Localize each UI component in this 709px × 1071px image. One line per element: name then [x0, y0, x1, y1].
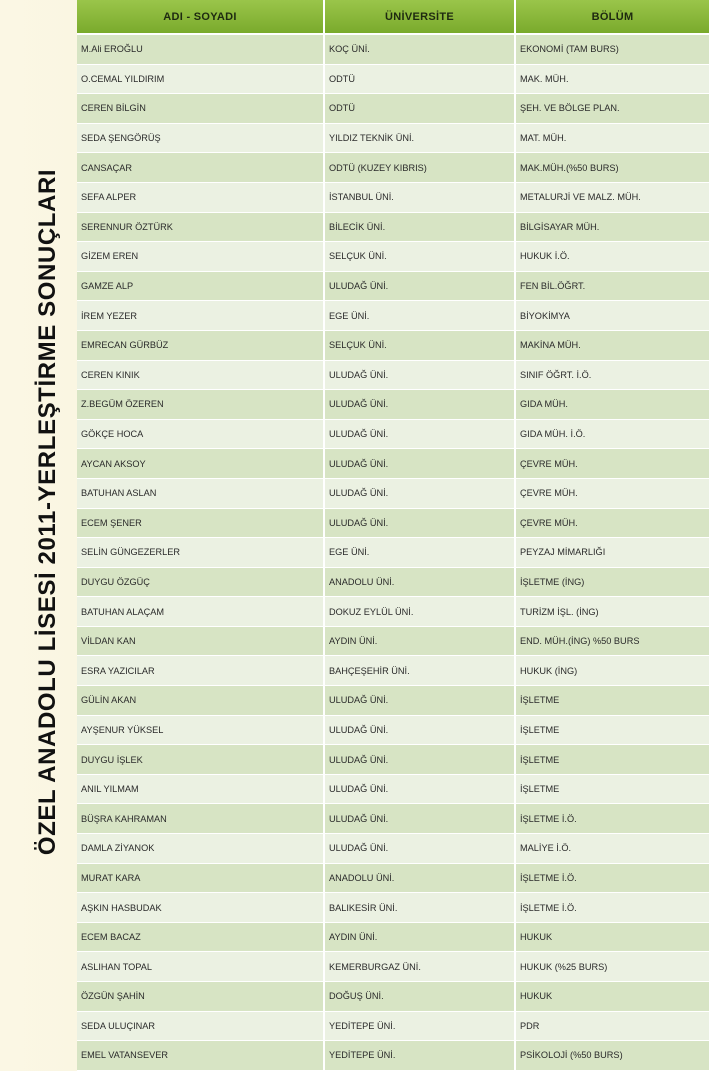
table-row	[77, 626, 709, 656]
cell-university: EGE ÜNİ.	[324, 538, 515, 568]
cell-department: GIDA MÜH.	[515, 390, 709, 420]
cell-university: EGE ÜNİ.	[324, 301, 515, 331]
table-row	[77, 449, 709, 479]
cell-department: MAKİNA MÜH.	[515, 330, 709, 360]
cell-department: İŞLETME	[515, 745, 709, 775]
cell-name: BATUHAN ASLAN	[77, 478, 324, 508]
table-row	[77, 212, 709, 242]
cell-university: ULUDAĞ ÜNİ.	[324, 804, 515, 834]
results-table	[77, 0, 709, 1071]
cell-university: İSTANBUL ÜNİ.	[324, 182, 515, 212]
cell-university: ULUDAĞ ÜNİ.	[324, 478, 515, 508]
results-table-container	[77, 0, 709, 1061]
table-row	[77, 508, 709, 538]
cell-university: DOĞUŞ ÜNİ.	[324, 982, 515, 1012]
cell-department: ÇEVRE MÜH.	[515, 449, 709, 479]
cell-department: İŞLETME İ.Ö.	[515, 804, 709, 834]
cell-department: FEN BİL.ÖĞRT.	[515, 271, 709, 301]
table-row	[77, 1041, 709, 1071]
cell-name: O.CEMAL YILDIRIM	[77, 64, 324, 94]
table-row	[77, 715, 709, 745]
table-row	[77, 330, 709, 360]
cell-name: DUYGU İŞLEK	[77, 745, 324, 775]
cell-department: BİLGİSAYAR MÜH.	[515, 212, 709, 242]
cell-name: DUYGU ÖZGÜÇ	[77, 567, 324, 597]
cell-name: DAMLA ZİYANOK	[77, 834, 324, 864]
cell-university: ODTÜ	[324, 64, 515, 94]
table-row	[77, 242, 709, 272]
cell-name: CEREN BİLGİN	[77, 94, 324, 124]
header-university: ÜNİVERSİTE	[324, 0, 515, 34]
cell-department: METALURJİ VE MALZ. MÜH.	[515, 182, 709, 212]
cell-university: YILDIZ TEKNİK ÜNİ.	[324, 123, 515, 153]
cell-department: HUKUK	[515, 922, 709, 952]
cell-department: İŞLETME	[515, 774, 709, 804]
cell-university: ULUDAĞ ÜNİ.	[324, 686, 515, 716]
cell-department: GIDA MÜH. İ.Ö.	[515, 419, 709, 449]
cell-university: ULUDAĞ ÜNİ.	[324, 774, 515, 804]
cell-name: CANSAÇAR	[77, 153, 324, 183]
cell-name: GİZEM EREN	[77, 242, 324, 272]
cell-department: HUKUK	[515, 982, 709, 1012]
cell-university: ULUDAĞ ÜNİ.	[324, 834, 515, 864]
table-row	[77, 390, 709, 420]
cell-university: SELÇUK ÜNİ.	[324, 242, 515, 272]
table-row	[77, 745, 709, 775]
cell-name: ESRA YAZICILAR	[77, 656, 324, 686]
cell-name: ANIL YILMAM	[77, 774, 324, 804]
table-row	[77, 419, 709, 449]
cell-department: TURİZM İŞL. (İNG)	[515, 597, 709, 627]
cell-university: ODTÜ (KUZEY KIBRIS)	[324, 153, 515, 183]
table-row	[77, 182, 709, 212]
table-row	[77, 597, 709, 627]
cell-university: ANADOLU ÜNİ.	[324, 863, 515, 893]
table-row	[77, 1011, 709, 1041]
cell-university: KOÇ ÜNİ.	[324, 34, 515, 64]
cell-university: ULUDAĞ ÜNİ.	[324, 390, 515, 420]
cell-name: ASLIHAN TOPAL	[77, 952, 324, 982]
cell-name: BÜŞRA KAHRAMAN	[77, 804, 324, 834]
table-row	[77, 123, 709, 153]
cell-university: ULUDAĞ ÜNİ.	[324, 449, 515, 479]
header-department: BÖLÜM	[515, 0, 709, 34]
table-row	[77, 804, 709, 834]
cell-university: ULUDAĞ ÜNİ.	[324, 508, 515, 538]
cell-department: PDR	[515, 1011, 709, 1041]
cell-university: BAHÇEŞEHİR ÜNİ.	[324, 656, 515, 686]
header-row	[77, 0, 709, 34]
table-row	[77, 982, 709, 1012]
cell-university: ULUDAĞ ÜNİ.	[324, 271, 515, 301]
cell-university: YEDİTEPE ÜNİ.	[324, 1041, 515, 1071]
cell-name: SEFA ALPER	[77, 182, 324, 212]
cell-name: GAMZE ALP	[77, 271, 324, 301]
header-name: ADI - SOYADI	[77, 0, 324, 34]
table-row	[77, 834, 709, 864]
cell-name: CEREN KINIK	[77, 360, 324, 390]
table-row	[77, 478, 709, 508]
cell-department: PSİKOLOJİ (%50 BURS)	[515, 1041, 709, 1071]
cell-university: AYDIN ÜNİ.	[324, 922, 515, 952]
table-row	[77, 952, 709, 982]
cell-name: SEDA ŞENGÖRÜŞ	[77, 123, 324, 153]
page-title: ÖZEL ANADOLU LİSESİ 2011-YERLEŞTİRME SONUÇLARI	[34, 168, 62, 856]
table-row	[77, 271, 709, 301]
cell-university: ANADOLU ÜNİ.	[324, 567, 515, 597]
table-row	[77, 686, 709, 716]
cell-university: ULUDAĞ ÜNİ.	[324, 419, 515, 449]
cell-name: BATUHAN ALAÇAM	[77, 597, 324, 627]
table-row	[77, 922, 709, 952]
cell-name: Z.BEGÜM ÖZEREN	[77, 390, 324, 420]
table-header	[77, 0, 709, 34]
cell-department: İŞLETME İ.Ö.	[515, 863, 709, 893]
cell-university: BİLECİK ÜNİ.	[324, 212, 515, 242]
cell-department: İŞLETME İ.Ö.	[515, 893, 709, 923]
table-row	[77, 153, 709, 183]
cell-department: İŞLETME	[515, 686, 709, 716]
cell-name: GÖKÇE HOCA	[77, 419, 324, 449]
cell-university: ODTÜ	[324, 94, 515, 124]
cell-department: EKONOMİ (TAM BURS)	[515, 34, 709, 64]
cell-department: HUKUK (%25 BURS)	[515, 952, 709, 982]
cell-department: MAK. MÜH.	[515, 64, 709, 94]
cell-university: ULUDAĞ ÜNİ.	[324, 360, 515, 390]
cell-department: MAK.MÜH.(%50 BURS)	[515, 153, 709, 183]
cell-name: EMRECAN GÜRBÜZ	[77, 330, 324, 360]
table-body	[77, 34, 709, 1070]
cell-department: BİYOKİMYA	[515, 301, 709, 331]
cell-department: ŞEH. VE BÖLGE PLAN.	[515, 94, 709, 124]
cell-name: M.Ali EROĞLU	[77, 34, 324, 64]
cell-university: SELÇUK ÜNİ.	[324, 330, 515, 360]
cell-university: YEDİTEPE ÜNİ.	[324, 1011, 515, 1041]
cell-department: MALİYE İ.Ö.	[515, 834, 709, 864]
table-row	[77, 567, 709, 597]
page-title-container	[22, 0, 74, 1024]
cell-university: BALIKESİR ÜNİ.	[324, 893, 515, 923]
cell-department: İŞLETME (İNG)	[515, 567, 709, 597]
cell-university: DOKUZ EYLÜL ÜNİ.	[324, 597, 515, 627]
cell-university: AYDIN ÜNİ.	[324, 626, 515, 656]
table-row	[77, 34, 709, 64]
table-row	[77, 893, 709, 923]
cell-department: HUKUK (İNG)	[515, 656, 709, 686]
cell-name: ECEM ŞENER	[77, 508, 324, 538]
cell-name: EMEL VATANSEVER	[77, 1041, 324, 1071]
cell-name: İREM YEZER	[77, 301, 324, 331]
table-row	[77, 656, 709, 686]
cell-name: AŞKIN HASBUDAK	[77, 893, 324, 923]
table-row	[77, 301, 709, 331]
cell-name: AYCAN AKSOY	[77, 449, 324, 479]
table-row	[77, 64, 709, 94]
cell-name: AYŞENUR YÜKSEL	[77, 715, 324, 745]
cell-name: GÜLİN AKAN	[77, 686, 324, 716]
cell-department: SINIF ÖĞRT. İ.Ö.	[515, 360, 709, 390]
table-row	[77, 94, 709, 124]
cell-department: İŞLETME	[515, 715, 709, 745]
cell-name: SELİN GÜNGEZERLER	[77, 538, 324, 568]
cell-department: HUKUK İ.Ö.	[515, 242, 709, 272]
cell-name: SEDA ULUÇINAR	[77, 1011, 324, 1041]
cell-university: ULUDAĞ ÜNİ.	[324, 745, 515, 775]
cell-department: END. MÜH.(İNG) %50 BURS	[515, 626, 709, 656]
cell-name: ÖZGÜN ŞAHİN	[77, 982, 324, 1012]
table-row	[77, 863, 709, 893]
cell-name: VİLDAN KAN	[77, 626, 324, 656]
table-row	[77, 538, 709, 568]
cell-name: SERENNUR ÖZTÜRK	[77, 212, 324, 242]
table-row	[77, 360, 709, 390]
cell-department: ÇEVRE MÜH.	[515, 508, 709, 538]
cell-department: PEYZAJ MİMARLIĞI	[515, 538, 709, 568]
cell-name: ECEM BACAZ	[77, 922, 324, 952]
cell-department: MAT. MÜH.	[515, 123, 709, 153]
cell-university: ULUDAĞ ÜNİ.	[324, 715, 515, 745]
cell-university: KEMERBURGAZ ÜNİ.	[324, 952, 515, 982]
cell-department: ÇEVRE MÜH.	[515, 478, 709, 508]
table-row	[77, 774, 709, 804]
cell-name: MURAT KARA	[77, 863, 324, 893]
